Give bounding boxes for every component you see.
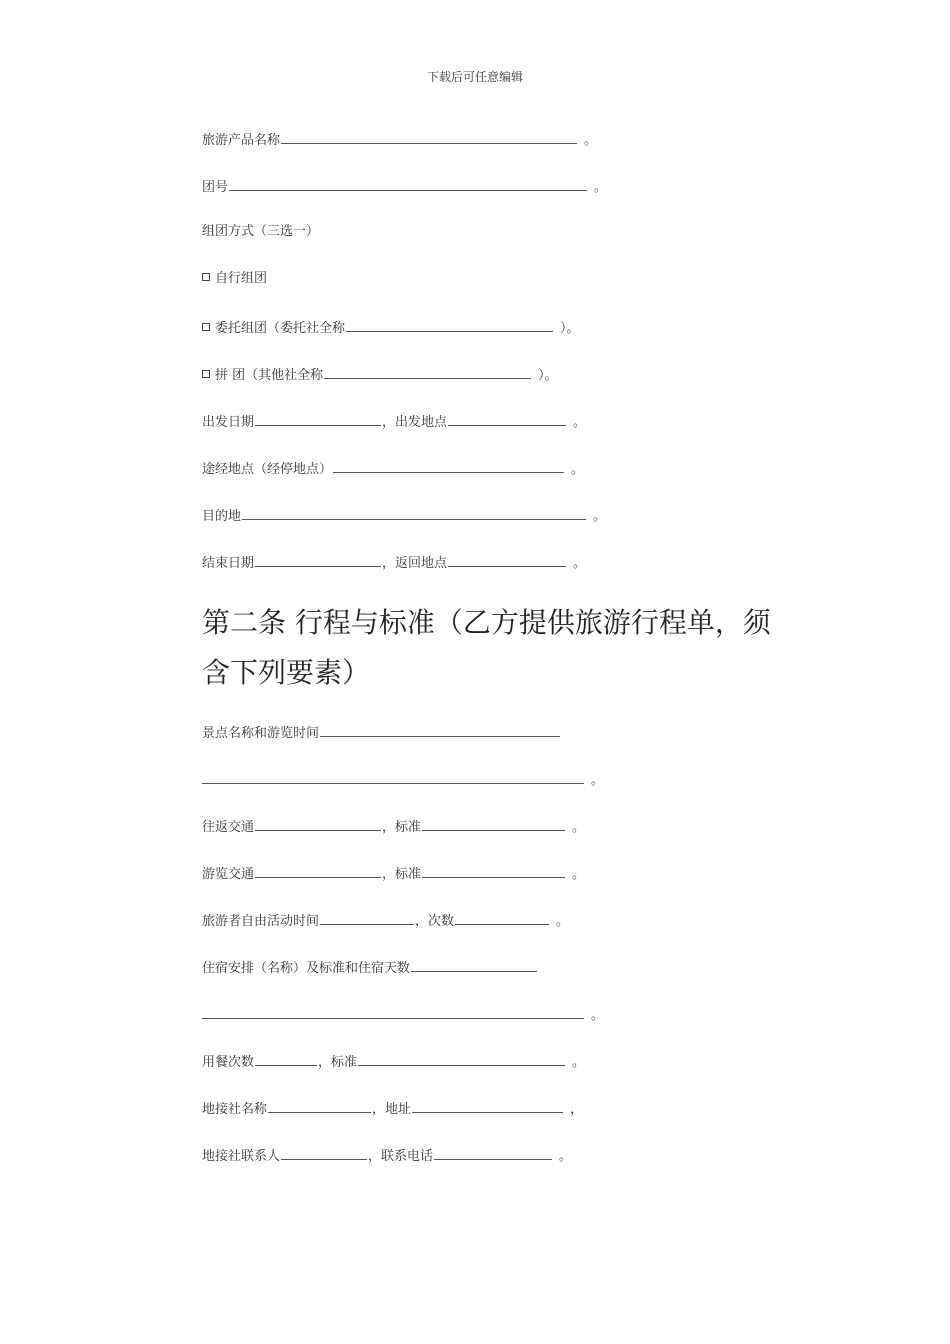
group-mode-label: 组团方式（三选一） xyxy=(202,224,320,239)
destination-blank[interactable] xyxy=(242,506,586,520)
local-agency-addr-blank[interactable] xyxy=(412,1099,563,1113)
lodging-cont-blank[interactable] xyxy=(202,1005,584,1019)
free-time-line xyxy=(202,911,569,930)
depart-place-label: ，出发地点 xyxy=(382,415,448,430)
depart-date-blank[interactable] xyxy=(255,412,381,426)
return-date-label: 结束日期 xyxy=(202,556,255,571)
round-trip-end: 。 xyxy=(572,820,586,835)
round-trip-std-label: ，标准 xyxy=(382,820,422,835)
sightseeing-label: 游览交通 xyxy=(202,867,255,882)
meals-std-blank[interactable] xyxy=(358,1052,565,1066)
scenic-end: 。 xyxy=(591,773,605,788)
depart-line xyxy=(202,412,586,431)
group-no-line xyxy=(202,177,607,196)
round-trip-std-blank[interactable] xyxy=(422,817,565,831)
group-no-end: 。 xyxy=(594,180,608,195)
sightseeing-line xyxy=(202,864,585,883)
section-heading-line2: 含下列要素） xyxy=(202,656,371,689)
depart-place-blank[interactable] xyxy=(448,412,566,426)
meals-std-label: ，标准 xyxy=(318,1055,358,1070)
return-line xyxy=(202,553,586,572)
meals-label: 用餐次数 xyxy=(202,1055,255,1070)
option-combine-line xyxy=(202,365,558,384)
product-name-blank[interactable] xyxy=(281,130,577,144)
group-no-label: 团号 xyxy=(202,180,229,195)
section-heading xyxy=(202,598,802,698)
destination-label: 目的地 xyxy=(202,509,242,524)
local-agency-label: 地接社名称 xyxy=(202,1102,268,1117)
free-time-label: 旅游者自由活动时间 xyxy=(202,914,320,929)
free-time-end: 。 xyxy=(556,914,570,929)
scenic-label: 景点名称和游览时间 xyxy=(202,726,320,741)
local-agency-end: ， xyxy=(570,1102,584,1117)
return-date-blank[interactable] xyxy=(255,553,381,567)
local-agency-blank[interactable] xyxy=(268,1099,371,1113)
return-end: 。 xyxy=(573,556,587,571)
scenic-cont-line xyxy=(202,770,604,789)
product-name-end: 。 xyxy=(584,133,598,148)
option-self-label: 自行组团 xyxy=(215,271,268,286)
return-place-label: ，返回地点 xyxy=(382,556,448,571)
lodging-label: 住宿安排（名称）及标准和住宿天数 xyxy=(202,961,411,976)
destination-end: 。 xyxy=(593,509,607,524)
lodging-end: 。 xyxy=(591,1008,605,1023)
local-contact-label: 地接社联系人 xyxy=(202,1149,281,1164)
free-time-blank[interactable] xyxy=(320,911,414,925)
local-agency-addr-label: ，地址 xyxy=(372,1102,412,1117)
option-combine-end: ）。 xyxy=(538,368,558,383)
sightseeing-blank[interactable] xyxy=(255,864,381,878)
return-place-blank[interactable] xyxy=(448,553,566,567)
local-contact-phone-label: ，联系电话 xyxy=(368,1149,434,1164)
sightseeing-std-blank[interactable] xyxy=(422,864,565,878)
destination-line xyxy=(202,506,606,525)
depart-end: 。 xyxy=(573,415,587,430)
sightseeing-std-label: ，标准 xyxy=(382,867,422,882)
local-contact-line xyxy=(202,1146,572,1165)
entrust-agency-blank[interactable] xyxy=(346,318,553,332)
product-name-line xyxy=(202,130,597,149)
group-mode-line xyxy=(202,224,319,240)
lodging-line xyxy=(202,958,538,977)
group-no-blank[interactable] xyxy=(229,177,587,191)
option-entrust-line xyxy=(202,318,580,337)
round-trip-line xyxy=(202,817,585,836)
scenic-cont-blank[interactable] xyxy=(202,770,584,784)
free-time-count-label: ，次数 xyxy=(415,914,455,929)
meals-blank[interactable] xyxy=(255,1052,317,1066)
scenic-blank[interactable] xyxy=(320,723,560,737)
option-combine-label: 拼 团（其他社全称 xyxy=(215,368,324,383)
sightseeing-end: 。 xyxy=(572,867,586,882)
local-contact-end: 。 xyxy=(559,1149,573,1164)
lodging-blank[interactable] xyxy=(411,958,537,972)
meals-line xyxy=(202,1052,585,1071)
option-entrust-label: 委托组团（委托社全称 xyxy=(215,321,346,336)
free-time-count-blank[interactable] xyxy=(455,911,549,925)
local-agency-line xyxy=(202,1099,583,1118)
meals-end: 。 xyxy=(572,1055,586,1070)
checkbox-entrust[interactable] xyxy=(202,323,210,331)
product-name-label: 旅游产品名称 xyxy=(202,133,281,148)
checkbox-combine[interactable] xyxy=(202,370,210,378)
depart-date-label: 出发日期 xyxy=(202,415,255,430)
round-trip-label: 往返交通 xyxy=(202,820,255,835)
round-trip-blank[interactable] xyxy=(255,817,381,831)
combine-agency-blank[interactable] xyxy=(324,365,531,379)
option-self-line xyxy=(202,271,267,287)
checkbox-self[interactable] xyxy=(202,273,210,281)
option-entrust-end: ）。 xyxy=(560,321,580,336)
scenic-line xyxy=(202,723,561,742)
section-heading-line1: 第二条 行程与标准（乙方提供旅游行程单，须 xyxy=(202,606,771,639)
via-end: 。 xyxy=(571,462,585,477)
local-contact-blank[interactable] xyxy=(281,1146,367,1160)
local-contact-phone-blank[interactable] xyxy=(434,1146,552,1160)
via-line xyxy=(202,459,584,478)
lodging-cont-line xyxy=(202,1005,604,1024)
header-note: 下载后可任意编辑 xyxy=(426,70,523,84)
via-blank[interactable] xyxy=(333,459,564,473)
via-label: 途经地点（经停地点） xyxy=(202,462,333,477)
